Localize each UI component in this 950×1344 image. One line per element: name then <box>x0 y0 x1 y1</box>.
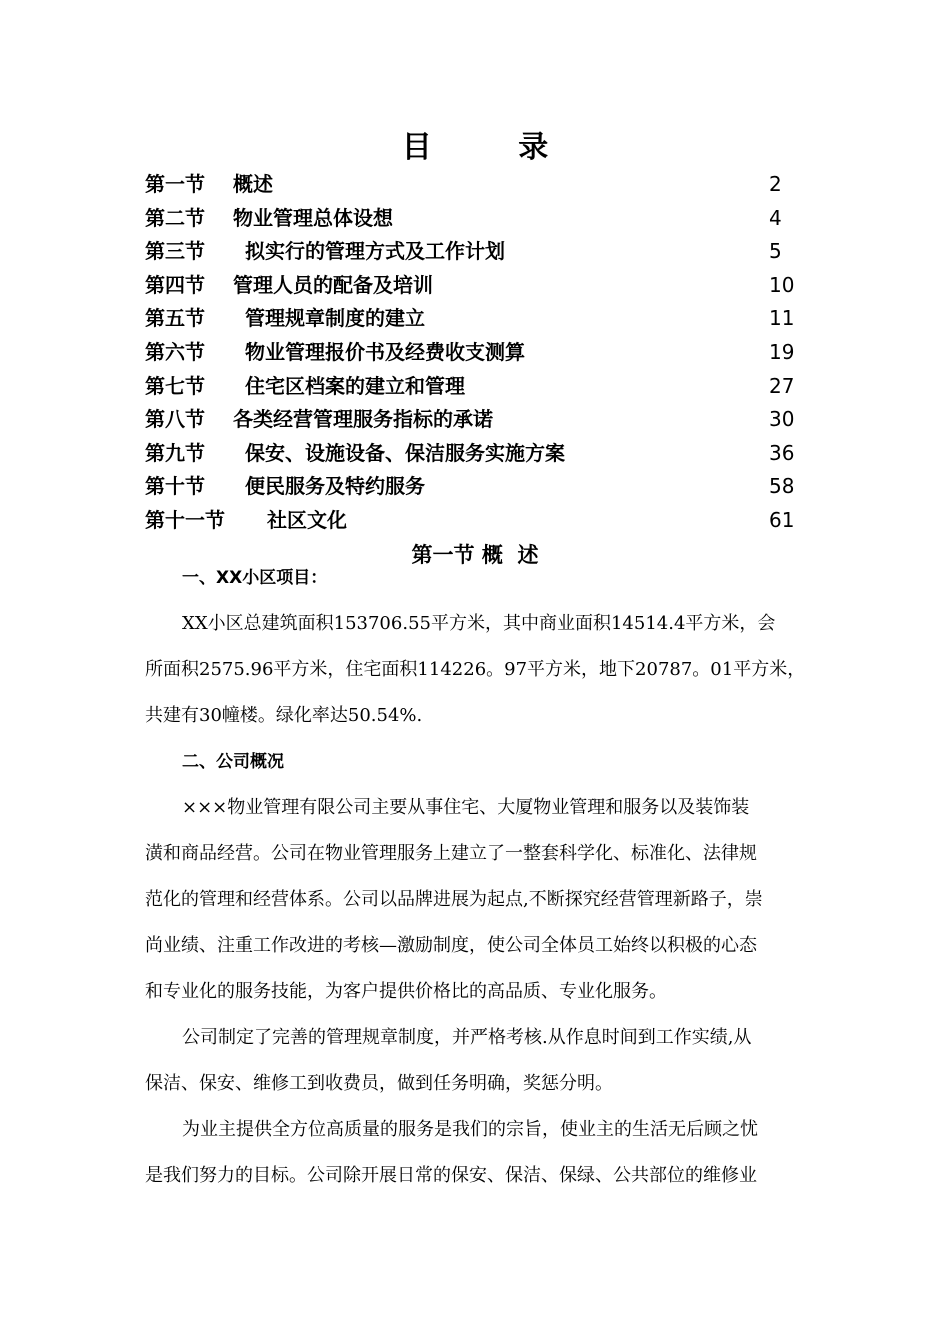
toc-page-number: 36 <box>769 440 795 465</box>
toc-section-title: 概述 <box>233 172 273 196</box>
toc-page-number: 4 <box>769 205 782 230</box>
toc-section-number: 第十节 <box>145 474 205 499</box>
toc-page-number: 61 <box>769 507 795 532</box>
toc-section-number: 第一节 <box>145 172 205 196</box>
toc-page-number: 27 <box>769 373 795 398</box>
paragraph-line: 和专业化的服务技能，为客户提供价格比的高品质、专业化服务。 <box>145 981 667 1002</box>
toc-section-number: 第六节 <box>145 339 205 364</box>
toc-section-number: 第三节 <box>145 239 205 264</box>
toc-section-number: 第九节 <box>145 440 205 465</box>
toc-section-title: 物业管理总体设想 <box>233 205 393 230</box>
toc-entry[interactable] <box>145 403 825 437</box>
toc-section-number: 第七节 <box>145 373 205 398</box>
toc-page-number: 10 <box>769 272 795 297</box>
toc-entry[interactable] <box>145 302 825 336</box>
toc-entry[interactable] <box>145 235 825 269</box>
toc-entry[interactable] <box>145 437 825 471</box>
toc-section-title: 各类经营管理服务指标的承诺 <box>233 407 493 432</box>
paragraph-line: 保洁、保安、维修工到收费员，做到任务明确，奖惩分明。 <box>145 1073 613 1094</box>
toc-section-number: 第五节 <box>145 306 205 331</box>
toc-section-title: 社区文化 <box>267 507 347 532</box>
toc-section-title: 管理规章制度的建立 <box>245 306 425 331</box>
toc-entry[interactable] <box>145 370 825 404</box>
paragraph-line: 尚业绩、注重工作改进的考核—激励制度，使公司全体员工始终以积极的心态 <box>145 935 757 956</box>
toc-section-title: 住宅区档案的建立和管理 <box>245 373 465 398</box>
toc-title: 目 录 <box>401 130 587 165</box>
section-heading: 第一节 概 述 <box>411 543 539 567</box>
toc-entry[interactable] <box>145 202 825 236</box>
toc-entry[interactable] <box>145 168 825 202</box>
toc-page-number: 5 <box>769 239 782 264</box>
paragraph-line: 是我们努力的目标。公司除开展日常的保安、保洁、保绿、公共部位的维修业 <box>145 1165 757 1186</box>
toc-entry[interactable] <box>145 504 825 538</box>
toc-entry[interactable] <box>145 269 825 303</box>
toc-section-title: 管理人员的配备及培训 <box>233 272 433 297</box>
toc-page-number: 19 <box>769 339 795 364</box>
toc-page-number: 2 <box>769 172 782 196</box>
toc-section-title: 便民服务及特约服务 <box>245 474 425 499</box>
paragraph-line: XX小区总建筑面积153706.55平方米，其中商业面积14514.4平方米，会 <box>182 613 776 634</box>
toc-section-number: 第十一节 <box>145 507 225 532</box>
toc-section-number: 第八节 <box>145 407 205 432</box>
paragraph-line: 共建有30幢楼。绿化率达50.54%. <box>145 705 423 726</box>
toc-page-number: 11 <box>769 306 795 331</box>
paragraph-line: ×××物业管理有限公司主要从事住宅、大厦物业管理和服务以及装饰装 <box>182 797 750 818</box>
toc-page-number: 58 <box>769 474 795 499</box>
paragraph-line: 公司制定了完善的管理规章制度，并严格考核.从作息时间到工作实绩,从 <box>182 1027 752 1048</box>
toc-entry[interactable] <box>145 336 825 370</box>
toc-entry[interactable] <box>145 470 825 504</box>
toc-section-number: 第四节 <box>145 272 205 297</box>
toc-page-number: 30 <box>769 407 795 432</box>
subheading-project: 一、XX小区项目： <box>182 568 328 588</box>
paragraph-line: 所面积2575.96平方米，住宅面积114226。97平方米，地下20787。01平方米， <box>145 659 806 680</box>
toc-section-title: 保安、设施设备、保洁服务实施方案 <box>245 440 565 465</box>
toc-section-number: 第二节 <box>145 205 205 230</box>
table-of-contents <box>145 168 825 538</box>
toc-section-title: 物业管理报价书及经费收支测算 <box>245 339 525 364</box>
paragraph-line: 潢和商品经营。公司在物业管理服务上建立了一整套科学化、标准化、法律规 <box>145 843 757 864</box>
toc-section-title: 拟实行的管理方式及工作计划 <box>245 239 505 264</box>
paragraph-line: 为业主提供全方位高质量的服务是我们的宗旨，使业主的生活无后顾之忧 <box>182 1119 758 1140</box>
subheading-company: 二、公司概况 <box>182 752 284 772</box>
paragraph-line: 范化的管理和经营体系。公司以品牌进展为起点,不断探究经营管理新路子，崇 <box>145 889 763 910</box>
